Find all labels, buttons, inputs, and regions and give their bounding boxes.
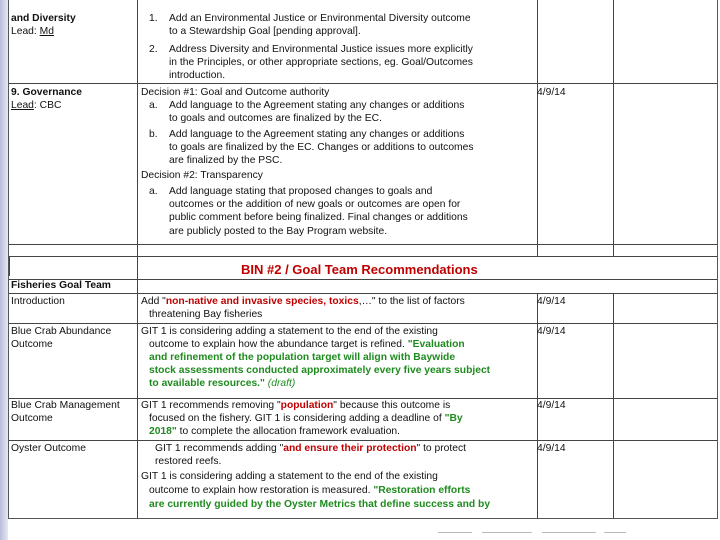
- row-name: Outcome: [11, 413, 53, 424]
- intro-text-line1: Add "non-native and invasive species, toxics,…" to the list of factors: [141, 296, 465, 307]
- item-line: outcomes or the addition of new goals or outcomes are open for: [169, 199, 461, 210]
- oyster-line1: GIT 1 recommends adding "and ensure their protection" to protect: [155, 443, 466, 454]
- item-line: introduction.: [169, 70, 226, 81]
- item-number: b.: [149, 129, 158, 140]
- column-divider-2-top: [537, 0, 538, 256]
- row-date: 4/9/14: [537, 326, 566, 337]
- management-line2: focused on the fishery. GIT 1 is considering adding a deadline of "By: [149, 413, 463, 424]
- item-line: are publicly posted to the Bay Program website.: [169, 226, 388, 237]
- slide-gradient-bar: [0, 0, 8, 540]
- management-line1: GIT 1 recommends removing "population" because this outcome is: [141, 400, 451, 411]
- item-line: Add language to the Agreement stating any changes or additions: [169, 100, 465, 111]
- footer-mark: [438, 532, 472, 533]
- intro-text-line2: threatening Bay fisheries: [149, 309, 263, 320]
- row-lead: Lead: Md: [11, 26, 54, 37]
- row-divider: [9, 323, 717, 324]
- management-line3: 2018" to complete the allocation framework evaluation.: [149, 426, 401, 437]
- decision-heading: Decision #1: Goal and Outcome authority: [141, 87, 330, 98]
- item-line: in the Principles, or other appropriate sections, eg. Goal/Outcomes: [169, 57, 473, 68]
- row-date: 4/9/14: [537, 443, 566, 454]
- item-number: 2.: [149, 44, 158, 55]
- item-line: Add language stating that proposed changes to goals and: [169, 186, 433, 197]
- abundance-line5: to available resources." (draft): [149, 378, 296, 389]
- abundance-line3: and refinement of the population target will align with Baywide: [149, 352, 456, 363]
- item-number: a.: [149, 100, 158, 111]
- oyster-line4: outcome to explain how restoration is measured. "Restoration efforts: [149, 485, 471, 496]
- row-name: Blue Crab Management: [11, 400, 120, 411]
- oyster-line3: GIT 1 is considering adding a statement to the end of the existing: [141, 471, 438, 482]
- item-number: a.: [149, 186, 158, 197]
- item-line: Add language to the Agreement stating any changes or additions: [169, 129, 465, 140]
- row-title: and Diversity: [11, 13, 76, 24]
- section-title: BIN #2 / Goal Team Recommendations: [241, 262, 478, 277]
- item-line: to goals are finalized by the EC. Changes or additions to outcomes: [169, 142, 474, 153]
- item-line: to goals and outcomes are finalized by the EC.: [169, 113, 382, 124]
- decision-heading: Decision #2: Transparency: [141, 170, 263, 181]
- row-divider: [9, 256, 717, 257]
- item-line: Address Diversity and Environmental Justice issues more explicitly: [169, 44, 473, 55]
- section-title-left-edge: [9, 256, 10, 276]
- item-line: are finalized by the PSC.: [169, 155, 283, 166]
- row-divider: [9, 398, 717, 399]
- team-header: Fisheries Goal Team: [11, 280, 111, 291]
- row-date: 4/9/14: [537, 400, 566, 411]
- row-lead: Lead: CBC: [11, 100, 62, 111]
- footer-mark: [482, 532, 532, 533]
- oyster-line5: are currently guided by the Oyster Metrics that define success and by: [149, 499, 491, 510]
- item-line: public comment before being finalized. Final changes or additions: [169, 212, 468, 223]
- row-name: Introduction: [11, 296, 65, 307]
- row-date: 4/9/14: [537, 87, 566, 98]
- row-divider: [9, 83, 717, 84]
- abundance-line2: outcome to explain how the abundance target is refined. "Evaluation: [149, 339, 465, 350]
- row-divider: [9, 293, 717, 294]
- abundance-line4: stock assessments conducted approximately every five years subject: [149, 365, 491, 376]
- footer-mark: [604, 532, 626, 533]
- item-line: to a Stewardship Goal [pending approval].: [169, 26, 361, 37]
- footer-mark: [542, 532, 596, 533]
- row-divider: [9, 244, 717, 245]
- row-divider: [9, 440, 717, 441]
- row-name: Outcome: [11, 339, 53, 350]
- row-divider: [9, 279, 717, 280]
- row-name: Oyster Outcome: [11, 443, 86, 454]
- item-number: 1.: [149, 13, 158, 24]
- oyster-line2: restored reefs.: [155, 456, 222, 467]
- item-line: Add an Environmental Justice or Environmental Diversity outcome: [169, 13, 471, 24]
- row-date: 4/9/14: [537, 296, 566, 307]
- row-title: 9. Governance: [11, 87, 82, 98]
- abundance-line1: GIT 1 is considering adding a statement to the end of the existing: [141, 326, 438, 337]
- document-table: [8, 0, 718, 519]
- column-divider-3-top: [613, 0, 614, 256]
- row-name: Blue Crab Abundance: [11, 326, 112, 337]
- column-divider-3-bottom: [613, 293, 614, 518]
